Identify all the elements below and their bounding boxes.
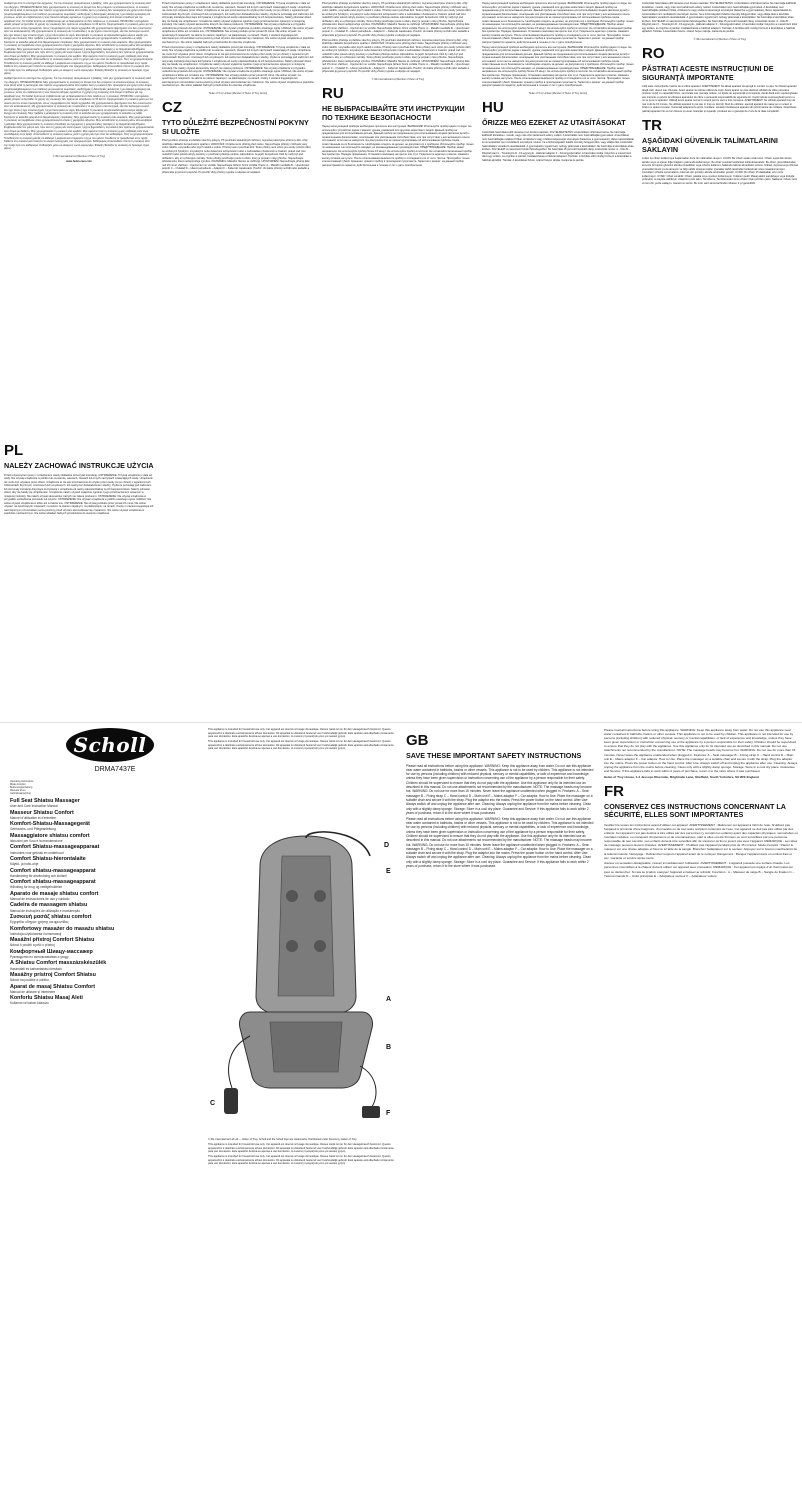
product-subtitle: Használati és karbantartási útmutató [10,966,62,971]
fig-label-e: E [386,868,391,875]
title-ro: PĂSTRAȚI ACESTE INSTRUCȚIUNI DE SIGURANȚĂ IMPORTANTE [642,64,774,82]
lang-heading-ru: RU [322,85,344,103]
household-use-note-2: This appliance is intended for household use only. Cet appareil est réservé à l'usage domestique. Dieses Gerät ist nur für den Hausgebrauch bestimmt. Questo apparecchio è destinato esclusivamente all'uso domestico. Dit apparaat is uitsluitend bestemd voor huishoudelijk gebruik. Este aparato está diseñado únicamente para uso doméstico. Este aparelho destina-se apenas a uso doméstico. Η συσκευή προορίζεται μόνο για οικιακή χρήση. [208,1143,394,1154]
product-title: Konforlu Shiatsu Masaj Aleti [10,995,83,1002]
title-tr: AŞAĞIDAKİ GÜVENLİK TALİMATLARINI SAKLAYIN [642,136,778,154]
pl-body-continued: Przed rozpoczęciem pracy z urządzeniem należy dokładnie przeczytać instrukcję. OSTRZEŻENIE: Trzymaj urządzenie z dala od wody. Nie używaj urządzenia w pobliżu lub na wannie, wannach, zlewach lub innych naczyniach zawierających wodę. Urządzenie nie może być używane przez dzieci. Urządzenie to nie jest przeznaczone do użytku przez osoby (w tym dzieci) o ograniczonych zdolnościach fizycznych, czuciowych lub umysłowych, lub osoby bez doświadczenia i wiedzy, chyba że pozostają pod nadzorem lub otrzymały instrukcje dotyczące korzystania z urządzenia od osoby odpowiedzialnej za ich bezpieczeństwo. Należy pilnować dzieci, aby nie bawiły się urządzeniem. Urządzenie należy używać wyłącznie zgodnie z jego przeznaczeniem opisanym w niniejszej instrukcji. Nie należy używać akcesoriów, których nie zaleca producent. OSTRZEŻENIE: Nie używaj urządzenia w przypadku uszkodzenia przewodu lub wtyczki. OSTRZEŻENIE: Nie używać urządzenia w pobliżu otwartego ognia. UWAGA: Nie wolno używać urządzenia w łóżku ani w trakcie snu. OSTRZEŻENIE: Nie używaj produktu przez ponad 15 minut. Nie wolno używać: na opuchniętych miejscach; na skórze ze stanem zapalnym; na płaskostopiu; na ranach. Osoby z urazami kręgosłupa lub wszczepionym rozrusznikiem serca powinny przed użyciem skonsultować się z lekarzem. Nie wolno używać urządzenia w pojeździe mechanicznym. Nie wolno wkładać żadnych przedmiotów do otworów urządzenia. [162,2,314,44]
fig-label-d: D [384,842,390,849]
gb-body-text: Please read all instructions before using this appliance. WARNING: Keep this appliance away from water. Do not use this appliance near water contained in bathtubs, basins or other vessels. This appliance is not to be used by children. This appliance is not intended for use by persons (including children) with reduced physical, sensory or mental capabilities, or lack of experience and knowledge, unless they have been given supervision or instruction concerning use of the appliance by a person responsible for their safety. Children should be supervised to ensure that they do not play with the appliance. Use this appliance only for its intended use as described in this manual. Do not use attachments not recommended by the manufacturer. NOTE: The massage heads may become hot. WARNING: Do not use for more than 15 minutes. Never leave the appliance unattended when plugged in. Features: A – Seat massager B – Fixing strap C – Hand control D – Main unit E – Mains adaptor F – Car adaptor. How to Use: Place the massager on a suitable chair and secure it with the strap. Plug the adaptor into the mains. Press the power button on the hand control. After Use: Always switch off and unplug the appliance after use. Cleaning: Always unplug the appliance from the mains before cleaning. Clean only with a slightly damp sponge. Storage: Store in a cool dry place. Guarantee and Service: If this appliance fails to work within 2 years of purchase, return it to the store where it was purchased. [406,763,594,815]
product-title: A Shiatsu Comfort masszázskészülék [10,960,107,967]
fig-label-b: B [386,1044,392,1051]
product-subtitle: Gebrauchs- und Pflegeanleitung [10,827,56,832]
fig-label-c: C [210,1100,216,1107]
cz-body-text: Před použitím přístroje si přečtěte všechny pokyny. Při používání elektrických zařízení, zejména pokud jsou přítomny děti, vždy dodržujte základní bezpečnostní opatření. VAROVÁNÍ: Chraňte tento přístroj před vodou. Nepoužívejte přístroj v blízkosti vany, vodní nádrže, umyvadla nebo jiných nádob s vodou. Přístroj nesmí používat děti. Tento přístroj není určen pro osoby (včetně dětí) se sníženými fyzickými, smyslovými nebo duševními schopnostmi nebo s nedostatkem zkušeností a znalostí, pokud nad nimi nedohlíží nebo pokud nebyly poučeny o používání přístroje osobou odpovědnou za jejich bezpečnost. Děti by měly být pod dohledem, aby si s přístrojem nehrály. Tento přístroj používejte pouze k účelu, který je popsán v této příručce. Nepoužívejte příslušenství, které nedoporučuje výrobce. POZNÁMKA: Masážní hlavice se zahřívají. UPOZORNĚNÍ: Nepoužívejte přístroj déle než 15 minut. Zařízení - Upozornění ve vozidle. Nepoužívejte během řízení vozidla. Popis: A – Masážní sedadlo B – Upevňovací popruh C – Ovladač D – Hlavní jednotka E – Adaptér F – Kabel do zapalovače. Použití: Umístěte přístroj na židli nebo sedadlo a připevněte jej pomocí popruhů. Po použití vždy přístroj vypněte a odpojte od napájení. [162,139,311,174]
title-hu: ŐRIZZE MEG EZEKET AZ UTASÍTÁSOKAT [482,118,626,128]
cover-footer-text: © IDL International Ltd Ltd — Helen of Troy. Scholl and the Scholl logo are trademarks. Distributed under licence by Helen of Troy. [208,1138,358,1141]
massage-node [314,890,326,902]
product-title: Aparat de masaj Shiatsu Comfort [10,983,96,990]
footer-url: www.helen-care.com [66,159,92,163]
lang-heading-ro: RO [642,45,665,62]
product-subtitle: Manual de utilizare și întreținere [10,989,56,994]
footer-idl-3: © IDL International Ltd (Member of Helen of Troy) [693,37,747,41]
product-title: Συσκευή μασάζ shiatsu comfort [10,913,92,920]
figure-notes [208,1138,398,1498]
product-subtitle: User and Care Instruction Manual [10,804,58,809]
seat-panel [270,1022,342,1072]
figure-column [208,728,398,1498]
product-subtitle: Manual de instrucciones de uso y cuidado [10,896,70,901]
column-cz-ru [322,2,474,718]
household-use-note-3: This appliance is intended for household use only. Cet appareil est réservé à l'usage domestique. Dieses Gerät ist nur für den Hausgebrauch bestimmt. Questo apparecchio è destinato esclusivamente all'uso domestico. Dit apparaat is uitsluitend bestemd voor huishoudelijk gebruik. Este aparato está diseñado únicamente para uso doméstico. Este aparelho destina-se apenas a uso doméstico. Η συσκευή προορίζεται μόνο για οικιακή χρήση. [208,1155,394,1166]
cz-body-continued: Před použitím přístroje si přečtěte všechny pokyny. Při používání elektrických zařízení, zejména pokud jsou přítomny děti, vždy dodržujte základní bezpečnostní opatření. VAROVÁNÍ: Chraňte tento přístroj před vodou. Nepoužívejte přístroj v blízkosti vany, vodní nádrže, umyvadla nebo jiných nádob s vodou. Přístroj nesmí používat děti. Tento přístroj není určen pro osoby (včetně dětí) se sníženými fyzickými, smyslovými nebo duševními schopnostmi nebo s nedostatkem zkušeností a znalostí, pokud nad nimi nedohlíží nebo pokud nebyly poučeny o používání přístroje osobou odpovědnou za jejich bezpečnost. Děti by měly být pod dohledem, aby si s přístrojem nehrály. Tento přístroj používejte pouze k účelu, který je popsán v této příručce. Nepoužívejte příslušenství, které nedoporučuje výrobce. POZNÁMKA: Masážní hlavice se zahřívají. UPOZORNĚNÍ: Nepoužívejte přístroj déle než 15 minut. Zařízení - Upozornění ve vozidle. Nepoužívejte během řízení vozidla. Popis: A – Masážní sedadlo B – Upevňovací popruh C – Ovladač D – Hlavní jednotka E – Adaptér F – Kabel do zapalovače. Použití: Umístěte přístroj na židli nebo sedadlo a připevněte jej pomocí popruhů. Po použití vždy přístroj vypněte a odpojte od napájení. [322,2,471,37]
hu-body-text: A készülék használata előtt olvassa el az összes utasítást. FIGYELMEZTETÉS: A készüléket víztől távol tartsa. Ne használja kádfürdő közelében, mosdó, vagy más vizet tartalmazó edény mellett. A készüléket nem használhatják gyermekek. A készüléket nem használhatják csökkent fizikai, érzékszervi vagy szellemi képességű személyek (beleértve a gyermekeket), illetve tapasztalattal és ismeretekkel nem rendelkező személyek, kivéve, ha a biztonságukért felelős személy felügyeli őket, vagy ellátja őket a készülék használatára vonatkozó utasításokkal. A gyermekekre ügyelni kell, nehogy játszanak a készülékkel. Ne használja a készüléket alvás közben. FIGYELEM: A masszírozó felület felmelegedhet. Ne használja 15 percnél hosszabb ideig. A készülék részei: A - Ülés B - Rögzítő pánt C - Távirányító D - Fő egység E - Hálózati adapter F - Szivargyújtó kábel. A használat módja: helyezze a masszírozó ülést egy székre, és rögzítse a pánttal. Csatlakoztassa a hálózati adaptert. Tisztítás: A tisztítás előtt mindig húzza ki a készüléket a hálózati aljzatból. Tárolás: A készüléket hűvös, száraz helyen tárolja. Garancia és javítás. [482,130,634,162]
product-title: Comfort shiatsu-massageapparat [10,867,96,874]
hu-body-continued: A készülék használata előtt olvassa el az összes utasítást. FIGYELMEZTETÉS: A készüléket víztől távol tartsa. Ne használja kádfürdő közelében, mosdó, vagy más vizet tartalmazó edény mellett. A készüléket nem használhatják gyermekek. A készüléket nem használhatják csökkent fizikai, érzékszervi vagy szellemi képességű személyek (beleértve a gyermekeket), illetve tapasztalattal és ismeretekkel nem rendelkező személyek, kivéve, ha a biztonságukért felelős személy felügyeli őket, vagy ellátja őket a készülék használatára vonatkozó utasításokkal. A gyermekekre ügyelni kell, nehogy játszanak a készülékkel. Ne használja a készüléket alvás közben. FIGYELEM: A masszírozó felület felmelegedhet. Ne használja 15 percnél hosszabb ideig. A készülék részei: A - Ülés B - Rögzítő pánt C - Távirányító D - Fő egység E - Hálózati adapter F - Szivargyújtó kábel. A használat módja: helyezze a masszírozó ülést egy székre, és rögzítse a pánttal. Csatlakoztassa a hálózati adaptert. Tisztítás: A tisztítás előtt mindig húzza ki a készüléket a hálózati aljzatból. Tárolás: A készüléket hűvös, száraz helyen tárolja. Garancia és javítás. [642,2,798,33]
product-subtitle: Návod na použitie a údržbu [10,978,49,983]
hand-control [224,1088,238,1114]
scholl-logo: Scholl [66,728,154,762]
ro-body-text: Citiți toate instrucțiunile înainte de a utiliza aparatul. AVERTISMENT: Nu lăsați aparatul să ajungă în contact cu apa. Nu folosiți aparatul lângă cazi, dușuri sau chiuvete. Acest aparat nu trebuie utilizat de copii. Acest aparat nu este destinat utilizării de către persoane (inclusiv copii) cu capacități fizice, senzoriale sau mentale reduse, ori lipsite de experiență și cunoștințe, decât dacă sunt supravegheate sau instruite cu privire la utilizarea aparatului de către o persoană responsabilă de siguranța lor. Copiii trebuie supravegheați pentru a nu se juca cu aparatul. Utilizați acest aparat numai în scopul pentru care a fost conceput. AVERTISMENT: Nu utilizați aparatul timp de mai mult de 15 minute. Nu utilizați aparatul în pat sau în timp ce dormiți. Mod de utilizare: așezați aparatul de masaj pe un scaun și fixați-l cu ajutorul curelei. Conectați adaptorul la priză. Curățare: scoateți întotdeauna aparatul din priză înainte de curățare. Depozitare: păstrați aparatul într-un loc răcoros și uscat. Garanție și reparații: produsul are o garanție de 2 ani de la data cumpărării. [642,85,798,113]
footer-helen-2: Helen of Troy Limited (Member of Helen of Troy Group) [528,91,588,95]
mains-adaptor [362,1106,380,1118]
household-use-note-repeat: This appliance is intended for household use only. Cet appareil est réservé à l'usage domestique. Dieses Gerät ist nur für den Hausgebrauch bestimmt. Questo apparecchio è destinato esclusivamente all'uso domestico. Dit apparaat is uitsluitend bestemd voor huishoudelijk gebruik. Este aparato está diseñado únicamente para uso doméstico. Este aparelho destina-se apenas a uso doméstico. Η συσκευή προορίζεται μόνο για οικιακή χρήση. [208,740,394,751]
adaptor-cable [360,1066,376,1110]
product-title: Комфортный Шиацу-массажер [10,948,93,955]
title-ru: НЕ ВЫБРАСЫВАЙТЕ ЭТИ ИНСТРУКЦИИ ПО ТЕХНИКЕ БЕЗОПАСНОСТИ [322,104,465,122]
product-title: Masážny prístroj Comfort Shiatsu [10,971,96,978]
product-subtitle: Manual de instruções de utilização e manutenção [10,908,80,913]
product-subtitle: Manuel d'utilisation et d'entretien [10,815,57,820]
gb-body-continued: Please read all instructions before using this appliance. WARNING: Keep this appliance away from water. Do not use this appliance near water contained in bathtubs, basins or other vessels. This appliance is not to be used by children. This appliance is not intended for use by persons (including children) with reduced physical, sensory or mental capabilities, or lack of experience and knowledge, unless they have been given supervision or instruction concerning use of the appliance by a person responsible for their safety. Children should be supervised to ensure that they do not play with the appliance. Use this appliance only for its intended use as described in this manual. Do not use attachments not recommended by the manufacturer. NOTE: The massage heads may become hot. WARNING: Do not use for more than 15 minutes. Never leave the appliance unattended when plugged in. Features: A – Seat massager B – Fixing strap C – Hand control D – Main unit E – Mains adaptor F – Car adaptor. How to Use: Place the massager on a suitable chair and secure it with the strap. Plug the adaptor into the mains. Press the power button on the hand control. After Use: Always switch off and unplug the appliance after use. Cleaning: Always unplug the appliance from the mains before cleaning. Clean only with a slightly damp sponge. Storage: Store in a cool dry place. Guarantee and Service: If this appliance fails to work within 2 years of purchase, return it to the store where it was purchased. [406,816,594,869]
product-subtitle: Kullanım ve bakım kılavuzu [10,1001,49,1006]
column-hu-ro-tr [642,2,798,718]
footer-idl: © IDL International Ltd (Member of Helen of Troy) [52,154,106,158]
pl-body-text: Przed rozpoczęciem pracy z urządzeniem należy dokładnie przeczytać instrukcję. OSTRZEŻENIE: Trzymaj urządzenie z dala od wody. Nie używaj urządzenia w pobliżu lub na wannie, wannach, zlewach lub innych naczyniach zawierających wodę. Urządzenie nie może być używane przez dzieci. Urządzenie to nie jest przeznaczone do użytku przez osoby (w tym dzieci) o ograniczonych zdolnościach fizycznych, czuciowych lub umysłowych, lub osoby bez doświadczenia i wiedzy, chyba że pozostają pod nadzorem lub otrzymały instrukcje dotyczące korzystania z urządzenia od osoby odpowiedzialnej za ich bezpieczeństwo. Należy pilnować dzieci, aby nie bawiły się urządzeniem. Urządzenie należy używać wyłącznie zgodnie z jego przeznaczeniem opisanym w niniejszej instrukcji. Nie należy używać akcesoriów, których nie zaleca producent. OSTRZEŻENIE: Nie używaj urządzenia w przypadku uszkodzenia przewodu lub wtyczki. OSTRZEŻENIE: Nie używać urządzenia w pobliżu otwartego ognia. UWAGA: Nie wolno używać urządzenia w łóżku ani w trakcie snu. OSTRZEŻENIE: Nie używaj produktu przez ponad 15 minut. Nie wolno używać: na opuchniętych miejscach; na skórze ze stanem zapalnym; na płaskostopiu; na ranach. Osoby z urazami kręgosłupa lub wszczepionym rozrusznikiem serca powinny przed użyciem skonsultować się z lekarzem. Nie wolno używać urządzenia w pojeździe mechanicznym. Nie wolno wkładać żadnych przedmiotów do otworów urządzenia. [4,473,154,516]
massage-node [286,940,298,952]
product-title: Aparato de masaje shiatsu confort [10,890,99,897]
product-title: Masážní přístroj Comfort Shiatsu [10,937,95,944]
hdr-line: Gebruiksaanwijzing [10,792,31,795]
fig-label-f: F [386,1110,391,1117]
hdr-line: Bedienungsanleitung [10,786,33,789]
product-title: Komfortowy masażer do masażu shiatsu [10,925,115,932]
hdr-line: Operating Instructions [10,780,34,783]
instruction-languages [10,780,200,795]
footer-idl-2: © IDL International Ltd (Member of Helen of Troy) [371,77,425,81]
fr-body-text: Veuillez lire toutes les instructions avant d'utiliser cet appareil. AVERTISSEMENT : Maintenez cet appareil à l'abri de l'eau. N'utilisez pas l'appareil à proximité d'une baignoire, d'un lavabo ou de tout autre récipient contenant de l'eau. Cet appareil ne doit pas être utilisé par des enfants. Cet appareil n'est pas destiné à être utilisé par des personnes (y compris les enfants) ayant des capacités physiques, sensorielles ou mentales réduites, ou manquant d'expérience et de connaissances, sauf si elles ont été formées ou sont surveillées par une personne responsable de leur sécurité. Les enfants doivent être surveillés afin de s'assurer qu'ils ne jouent pas avec l'appareil. REMARQUE : Les têtes de massage peuvent devenir chaudes. AVERTISSEMENT : N'utilisez pas l'appareil pendant plus de 15 minutes. Mode d'emploi : Placez le masseur sur une chaise adaptée et fixez-le à l'aide de la sangle. Branchez l'adaptateur sur le secteur. Appuyez sur le bouton marche/arrêt de la télécommande. Nettoyage : Débranchez toujours l'appareil avant de le nettoyer. Rangement : Rangez l'appareil dans un endroit frais et sec. Garantie et service après-vente. [604,822,798,860]
column-gb-fr [604,728,798,1498]
column-gb [406,728,596,1498]
product-subtitle: Руководство по использованию и уходу [10,954,69,959]
lang-heading-fr: FR [604,782,624,800]
product-title: Masseur Shiatsu Confort [10,809,74,816]
guarantee-address: Helen of Troy House, 1-4 Jessops Riverside, Brightside Lane, Sheffield, South Yorkshire, S9 2RX England [604,774,759,779]
hdr-line: Mode d'emploi [10,783,26,786]
product-subtitle: Istruzioni per l'uso e la manutenzione [10,838,63,843]
lang-heading-tr: TR [642,117,662,135]
product-subtitle: Käyttö- ja hoito-ohje [10,862,39,867]
product-title: Komfort-Shiatsu-Massagegerät [10,821,90,828]
column-pl [4,438,154,718]
title-cz: TYTO DŮLEŽITÉ BEZPEČNOSTNÍ POKYNY SI ULOŽTE [162,118,309,136]
ru-body-continued-2: Перед эксплуатацией прибора необходимо прочитать все инструкции. ВНИМАНИЕ! Используйте прибор вдали от воды. Не используйте устройство рядом с ванной, душем, раковиной или другими емкостями с водой. Данный прибор не предназначен для использования детьми. Данный прибор не предназначен для использования лицами (включая детей) с ограниченными физическими, сенсорными или умственными способностями, или при отсутствии у них жизненного опыта или знаний, если они не находятся под контролем или не проинструктированы об использовании прибора лицом, ответственным за их безопасность. Необходимо следить за детьми, не допуская игр с прибором. Используйте прибор только по назначению. Не используйте насадки, не рекомендованные производителем. ПРЕДУПРЕЖДЕНИЕ: Прибор может нагреваться. Не используйте прибор более 15 минут. Не используйте прибор в постели. Не оставляйте включенный прибор без присмотра. Порядок применения. Установите массажер на кресло или стул. Подключите адаптер к розетке. Нажмите кнопку питания на пульте. После использования выключите прибор и отсоедините его от сети. Чистка. Протирайте только слегка влажной губкой. Хранение: храните прибор в прохладном сухом месте. Гарантия и ремонт: на данный прибор распространяется гарантия, действительная в течение 2 лет с даты приобретения. [482,45,634,88]
product-subtitle: Instrukcja użytkowania i konserwacji [10,931,62,936]
ru-body-text: Перед эксплуатацией прибора необходимо прочитать все инструкции. ВНИМАНИЕ! Используйте прибор вдали от воды. Не используйте устройство рядом с ванной, душем, раковиной или другими емкостями с водой. Данный прибор не предназначен для использования детьми. Данный прибор не предназначен для использования лицами (включая детей) с ограниченными физическими, сенсорными или умственными способностями, или при отсутствии у них жизненного опыта или знаний, если они не находятся под контролем или не проинструктированы об использовании прибора лицом, ответственным за их безопасность. Необходимо следить за детьми, не допуская игр с прибором. Используйте прибор только по назначению. Не используйте насадки, не рекомендованные производителем. ПРЕДУПРЕЖДЕНИЕ: Прибор может нагреваться. Не используйте прибор более 15 минут. Не используйте прибор в постели. Не оставляйте включенный прибор без присмотра. Порядок применения. Установите массажер на кресло или стул. Подключите адаптер к розетке. Нажмите кнопку питания на пульте. После использования выключите прибор и отсоедините его от сети. Чистка. Протирайте только слегка влажной губкой. Хранение: храните прибор в прохладном сухом месте. Гарантия и ремонт: на данный прибор распространяется гарантия, действительная в течение 2 лет с даты приобретения. [322,125,474,167]
product-subtitle: Handledning för användning och skötsel [10,873,67,878]
lang-heading-hu: HU [482,99,504,117]
product-subtitle: Εγχειρίδιο οδηγιών χρήσης και φροντίδας [10,920,69,925]
column-ru-hu [482,2,634,718]
fr-body-continued: douleur ou sensation désagréable, cessez immédiatement l'utilisation. AVERTISSEMENT : L'appareil possède une surface chaude. Les personnes insensibles à la chaleur doivent utiliser cet appareil avec précaution. REMARQUE : Cet appareil est équipé d'un thermostat qui peut se déclencher. Si cela se produit, éteignez l'appareil et laissez-le refroidir. Fonctions : A – Masseur de siège B – Sangle de fixation C – Télécommande D – Unité principale E – Adaptateur secteur F – Adaptateur voiture. [604,861,795,878]
lang-heading-gb: GB [406,732,429,749]
product-title: Cadeira de massagem shiatsu [10,902,88,909]
product-subtitle: Návod k použití a péči o přístroj [10,943,55,948]
title-fr: CONSERVEZ CES INSTRUCTIONS CONCERNANT LA SÉCURITÉ, ELLES SONT IMPORTANTES [604,801,786,820]
el-body-text: ανεξάρτητα από το σύστημα του οχήματος. Για την αποφυγή τραυματισμών ή βλάβης, ποτέ μην χρησιμοποιείτε τη συσκευή κατά την οδήγηση. ΠΡΟΕΙΔΟΠΟΙΗΣΗ: Μην χρησιμοποιείτε τη συσκευή σε άτομα που δεν μπορούν να επικοινωνήσουν. Η συσκευή είναι ζεστή κατά τη λειτουργία. Δεν πρέπει να χρησιμοποιείται από παιδιά. Αυτή η συσκευή δεν προορίζεται για χρήση από άτομα (συμπεριλαμβανομένων των παιδιών) με μειωμένες σωματικές, αισθητήριες ή διανοητικές ικανότητες ή με έλλειψη εμπειρίας και γνώσεων, εκτός αν επιβλέπονται ή τους δίνονται οδηγίες σχετικά με τη χρήση της συσκευής από άτομο υπεύθυνο για την ασφάλειά τους. Τα παιδιά πρέπει να επιβλέπονται για να διασφαλιστεί ότι δεν παίζουν με τη συσκευή. ΠΡΟΣΟΧΗ: Η επιφάνεια μασάζ μπορεί να ζεσταθεί. Η χρήση της συσκευής δεν πρέπει να υπερβαίνει τα 15 λεπτά. Χρησιμοποιείτε τη συσκευή μόνο για τον σκοπό για τον οποίο προορίζεται, όπως περιγράφεται στο παρόν εγχειρίδιο. Μη χρησιμοποιείτε εξαρτήματα που δεν συνιστώνται από τον κατασκευαστή. Μη χρησιμοποιείτε τη συσκευή εάν το καλώδιο ή το φις έχουν υποστεί ζημιά, εάν δεν λειτουργεί σωστά, εάν έχει πέσει ή έχει υποστεί ζημιά, ή έχει πέσει μέσα σε νερό. Επιστρέψτε τη συσκευή σε εξουσιοδοτημένο κέντρο σέρβις για έλεγχο και επισκευή. Μην τραβάτε ή μεταφέρετε τη συσκευή από το καλώδιο και μην χρησιμοποιείτε το καλώδιο ως λαβή. Κρατήστε το καλώδιο μακριά από θερμαινόμενες επιφάνειες. Μην χρησιμοποιείτε τη συσκευή όταν κοιμάστε. Μην χρησιμοποιείτε τη συσκευή σε περιβάλλον όπου χρησιμοποιούνται σπρέι ή χορηγείται οξυγόνο. Μην τοποθετείτε τη συσκευή κάτω από κουβέρτα ή μαξιλάρι. Μην χρησιμοποιείτε τη συσκευή απευθείας σε πρησμένες ή φλεγμονώδεις περιοχές ή σε δερματικά εξανθήματα. Συμβουλευτείτε τον γιατρό σας πριν από τη χρήση εάν είστε έγκυος ή έχετε βηματοδότη. Η συσκευή δεν πρέπει να χρησιμοποιείται από άτομα με διαβήτη. Μην χρησιμοποιείτε τη συσκευή στο κρεβάτι. Μην αφήνετε ποτέ τη συσκευή χωρίς επίβλεψη όταν είναι συνδεδεμένη στην πρίζα. Αποσυνδέστε τη συσκευή αμέσως μετά τη χρήση και πριν από τον καθαρισμό. Πώς να χρησιμοποιήσετε Τοποθετήστε τη συσκευή μασάζ σε κάθισμα ή καρέκλα και στερεώστε την με τον ιμάντα. Συνδέστε το τροφοδοτικό στην πρίζα. Καθίστε στη συσκευή και πατήστε το κουμπί λειτουργίας στο τηλεχειριστήριο. Καθαρισμός Αποσυνδέετε πάντα τη συσκευή από την πρίζα πριν τον καθαρισμό. Καθαρίζετε μόνο με ελαφρώς νωπό σφουγγάρι. Φύλαξη Φυλάξτε τη συσκευή σε δροσερό, ξηρό μέρος. [4,2,154,75]
column-pl-cz [162,2,314,718]
lang-heading-pl: PL [4,442,24,459]
household-use-note: This appliance is intended for household use only. Cet appareil est réservé à l'usage domestique. Dieses Gerät ist nur für den Hausgebrauch bestimmt. Questo apparecchio è destinato esclusivamente all'uso domestico. Dit apparaat is uitsluitend bestemd voor huishoudelijk gebruik. Este aparato está diseñado únicamente para uso doméstico. Este aparelho destina-se apenas a uso doméstico. Η συσκευή προορίζεται μόνο για οικιακή χρήση. [208,728,394,738]
pl-body-continued-2: Przed rozpoczęciem pracy z urządzeniem należy dokładnie przeczytać instrukcję. OSTRZEŻENIE: Trzymaj urządzenie z dala od wody. Nie używaj urządzenia w pobliżu lub na wannie, wannach, zlewach lub innych naczyniach zawierających wodę. Urządzenie nie może być używane przez dzieci. Urządzenie to nie jest przeznaczone do użytku przez osoby (w tym dzieci) o ograniczonych zdolnościach fizycznych, czuciowych lub umysłowych, lub osoby bez doświadczenia i wiedzy, chyba że pozostają pod nadzorem lub otrzymały instrukcje dotyczące korzystania z urządzenia od osoby odpowiedzialnej za ich bezpieczeństwo. Należy pilnować dzieci, aby nie bawiły się urządzeniem. Urządzenie należy używać wyłącznie zgodnie z jego przeznaczeniem opisanym w niniejszej instrukcji. Nie należy używać akcesoriów, których nie zaleca producent. OSTRZEŻENIE: Nie używaj urządzenia w przypadku uszkodzenia przewodu lub wtyczki. OSTRZEŻENIE: Nie używać urządzenia w pobliżu otwartego ognia. UWAGA: Nie wolno używać urządzenia w łóżku ani w trakcie snu. OSTRZEŻENIE: Nie używaj produktu przez ponad 15 minut. Nie wolno używać: na opuchniętych miejscach; na skórze ze stanem zapalnym; na płaskostopiu; na ranach. Osoby z urazami kręgosłupa lub wszczepionym rozrusznikiem serca powinny przed użyciem skonsultować się z lekarzem. Nie wolno używać urządzenia w pojeździe mechanicznym. Nie wolno wkładać żadnych przedmiotów do otworów urządzenia. [162,45,314,88]
model-number: DRMA7437E [94,766,136,773]
cover-panel [10,728,200,1498]
fold-line [0,722,802,723]
massager-illustration [220,826,392,1126]
title-gb: SAVE THESE IMPORTANT SAFETY INSTRUCTIONS [406,751,582,760]
product-subtitle: Instructies voor gebruik en onderhoud [10,850,64,855]
el-body-text-repeat: ανεξάρτητα από το σύστημα του οχήματος. Για την αποφυγή τραυματισμών ή βλάβης, ποτέ μην χρησιμοποιείτε τη συσκευή κατά την οδήγηση. ΠΡΟΕΙΔΟΠΟΙΗΣΗ: Μην χρησιμοποιείτε τη συσκευή σε άτομα που δεν μπορούν να επικοινωνήσουν. Η συσκευή είναι ζεστή κατά τη λειτουργία. Δεν πρέπει να χρησιμοποιείται από παιδιά. Αυτή η συσκευή δεν προορίζεται για χρήση από άτομα (συμπεριλαμβανομένων των παιδιών) με μειωμένες σωματικές, αισθητήριες ή διανοητικές ικανότητες ή με έλλειψη εμπειρίας και γνώσεων, εκτός αν επιβλέπονται ή τους δίνονται οδηγίες σχετικά με τη χρήση της συσκευής από άτομο υπεύθυνο για την ασφάλειά τους. Τα παιδιά πρέπει να επιβλέπονται για να διασφαλιστεί ότι δεν παίζουν με τη συσκευή. ΠΡΟΣΟΧΗ: Η επιφάνεια μασάζ μπορεί να ζεσταθεί. Η χρήση της συσκευής δεν πρέπει να υπερβαίνει τα 15 λεπτά. Χρησιμοποιείτε τη συσκευή μόνο για τον σκοπό για τον οποίο προορίζεται, όπως περιγράφεται στο παρόν εγχειρίδιο. Μη χρησιμοποιείτε εξαρτήματα που δεν συνιστώνται από τον κατασκευαστή. Μη χρησιμοποιείτε τη συσκευή εάν το καλώδιο ή το φις έχουν υποστεί ζημιά, εάν δεν λειτουργεί σωστά, εάν έχει πέσει ή έχει υποστεί ζημιά, ή έχει πέσει μέσα σε νερό. Επιστρέψτε τη συσκευή σε εξουσιοδοτημένο κέντρο σέρβις για έλεγχο και επισκευή. Μην τραβάτε ή μεταφέρετε τη συσκευή από το καλώδιο και μην χρησιμοποιείτε το καλώδιο ως λαβή. Κρατήστε το καλώδιο μακριά από θερμαινόμενες επιφάνειες. Μην χρησιμοποιείτε τη συσκευή όταν κοιμάστε. Μην χρησιμοποιείτε τη συσκευή σε περιβάλλον όπου χρησιμοποιούνται σπρέι ή χορηγείται οξυγόνο. Μην τοποθετείτε τη συσκευή κάτω από κουβέρτα ή μαξιλάρι. Μην χρησιμοποιείτε τη συσκευή απευθείας σε πρησμένες ή φλεγμονώδεις περιοχές ή σε δερματικά εξανθήματα. Συμβουλευτείτε τον γιατρό σας πριν από τη χρήση εάν είστε έγκυος ή έχετε βηματοδότη. Η συσκευή δεν πρέπει να χρησιμοποιείται από άτομα με διαβήτη. Μην χρησιμοποιείτε τη συσκευή στο κρεβάτι. Μην αφήνετε ποτέ τη συσκευή χωρίς επίβλεψη όταν είναι συνδεδεμένη στην πρίζα. Αποσυνδέστε τη συσκευή αμέσως μετά τη χρήση και πριν από τον καθαρισμό. Πώς να χρησιμοποιήσετε Τοποθετήστε τη συσκευή μασάζ σε κάθισμα ή καρέκλα και στερεώστε την με τον ιμάντα. Συνδέστε το τροφοδοτικό στην πρίζα. Καθίστε στη συσκευή και πατήστε το κουμπί λειτουργίας στο τηλεχειριστήριο. Καθαρισμός Αποσυνδέετε πάντα τη συσκευή από την πρίζα πριν τον καθαρισμό. Καθαρίζετε μόνο με ελαφρώς νωπό σφουγγάρι. Φύλαξη Φυλάξτε τη συσκευή σε δροσερό, ξηρό μέρος. [4,77,154,151]
fig-label-a: A [386,996,392,1003]
massage-node [286,890,298,902]
gb-body-continued-2: Please read all instructions before using this appliance. WARNING: Keep this appliance away from water. Do not use this appliance near water contained in bathtubs, basins or other vessels. This appliance is not to be used by children. This appliance is not intended for use by persons (including children) with reduced physical, sensory or mental capabilities, or lack of experience and knowledge, unless they have been given supervision or instruction concerning use of the appliance by a person responsible for their safety. Children should be supervised to ensure that they do not play with the appliance. Use this appliance only for its intended use as described in this manual. Do not use attachments not recommended by the manufacturer. NOTE: The massage heads may become hot. WARNING: Do not use for more than 15 minutes. Never leave the appliance unattended when plugged in. Features: A – Seat massager B – Fixing strap C – Hand control D – Main unit E – Mains adaptor F – Car adaptor. How to Use: Place the massager on a suitable chair and secure it with the strap. Plug the adaptor into the mains. Press the power button on the hand control. After Use: Always switch off and unplug the appliance after use. Cleaning: Always unplug the appliance from the mains before cleaning. Clean only with a slightly damp sponge. Storage: Store in a cool dry place. Guarantee and Service: If this appliance fails to work within 2 years of purchase, return it to the store where it was purchased. [604,728,798,773]
footer-helen: Helen of Troy Limited (Member of Helen of Troy Group) [208,91,268,95]
product-title: Comfort shiatsu-massageapparat [10,879,96,886]
massage-node [314,940,326,952]
hdr-line: Manuale d'uso [10,789,26,792]
backrest-centre-panel [278,856,334,996]
ru-body-continued: Перед эксплуатацией прибора необходимо прочитать все инструкции. ВНИМАНИЕ! Используйте прибор вдали от воды. Не используйте устройство рядом с ванной, душем, раковиной или другими емкостями с водой. Данный прибор не предназначен для использования детьми. Данный прибор не предназначен для использования лицами (включая детей) с ограниченными физическими, сенсорными или умственными способностями, или при отсутствии у них жизненного опыта или знаний, если они не находятся под контролем или не проинструктированы об использовании прибора лицом, ответственным за их безопасность. Необходимо следить за детьми, не допуская игр с прибором. Используйте прибор только по назначению. Не используйте насадки, не рекомендованные производителем. ПРЕДУПРЕЖДЕНИЕ: Прибор может нагреваться. Не используйте прибор более 15 минут. Не используйте прибор в постели. Не оставляйте включенный прибор без присмотра. Порядок применения. Установите массажер на кресло или стул. Подключите адаптер к розетке. Нажмите кнопку питания на пульте. После использования выключите прибор и отсоедините его от сети. Чистка. Протирайте только слегка влажной губкой. Хранение: храните прибор в прохладном сухом месте. Гарантия и ремонт: на данный прибор распространяется гарантия, действительная в течение 2 лет с даты приобретения. [482,2,634,44]
small-print-notes [208,728,398,818]
cz-body-continued-2: Před použitím přístroje si přečtěte všechny pokyny. Při používání elektrických zařízení, zejména pokud jsou přítomny děti, vždy dodržujte základní bezpečnostní opatření. VAROVÁNÍ: Chraňte tento přístroj před vodou. Nepoužívejte přístroj v blízkosti vany, vodní nádrže, umyvadla nebo jiných nádob s vodou. Přístroj nesmí používat děti. Tento přístroj není určen pro osoby (včetně dětí) se sníženými fyzickými, smyslovými nebo duševními schopnostmi nebo s nedostatkem zkušeností a znalostí, pokud nad nimi nedohlíží nebo pokud nebyly poučeny o používání přístroje osobou odpovědnou za jejich bezpečnost. Děti by měly být pod dohledem, aby si s přístrojem nehrály. Tento přístroj používejte pouze k účelu, který je popsán v této příručce. Nepoužívejte příslušenství, které nedoporučuje výrobce. POZNÁMKA: Masážní hlavice se zahřívají. UPOZORNĚNÍ: Nepoužívejte přístroj déle než 15 minut. Zařízení - Upozornění ve vozidle. Nepoužívejte během řízení vozidla. Popis: A – Masážní sedadlo B – Upevňovací popruh C – Ovladač D – Hlavní jednotka E – Adaptér F – Kabel do zapalovače. Použití: Umístěte přístroj na židli nebo sedadlo a připevněte jej pomocí popruhů. Po použití vždy přístroj vypněte a odpojte od napájení. [322,38,471,74]
tr-body-text: Lütfen bu cihazı kullanmaya başlamadan önce tüm talimatları okuyun. UYARI: Bu cihazı sudan uzak tutun. Cihazı suyla dolu küvet, lavabo veya su içeren diğer kapların yakınında kullanmayın. Bu cihaz çocuklar tarafından kullanılmamalıdır. Bu cihaz, güvenliklerinden sorumlu bir kişinin gözetimi altında olmadıkları veya cihazın kullanımı hakkında talimat almadıkları sürece, fiziksel, duyusal veya zihinsel yetenekleri kısıtlı ya da deneyim ve bilgi sahibi olmayan kişiler (çocuklar dahil) tarafından kullanılmak üzere tasarlanmamıştır. Çocukların cihazla oynamalarını önlemek için gözetim altında tutulmaları gerekir. UYARI: Bu cihazı 15 dakikadan uzun süre kullanmayın. UYARI: Cihaz ısınabilir. Cihazı yatakta veya uyurken kullanmayın. Kullanım şekli: Masaj aletini sandalyeye veya koltuğa yerleştirin ve kayışla sabitleyin. Adaptörü prize takın. Temizleme: Temizlemeden önce cihazın fişini prizden çekin. Saklama: Cihazı serin ve kuru bir yerde saklayın. Garanti ve servis: Bu ürün satın alma tarihinden itibaren 2 yıl garantilidir. [642,157,798,185]
product-title: Comfort Shiatsu-hierontalaite [10,855,86,862]
product-subtitle: Håndbog for brug og vedligeholdelse [10,885,63,890]
product-title-list [10,798,200,1007]
product-title: Full Seat Shiatsu Massager [10,798,80,804]
lang-heading-cz: CZ [162,99,182,117]
title-pl: NALEŻY ZACHOWAĆ INSTRUKCJE UŻYCIA [4,461,154,470]
product-title: Massaggiatore shiatsu comfort [10,832,90,839]
product-title: Comfort Shiatsu-massageapparaat [10,844,100,851]
